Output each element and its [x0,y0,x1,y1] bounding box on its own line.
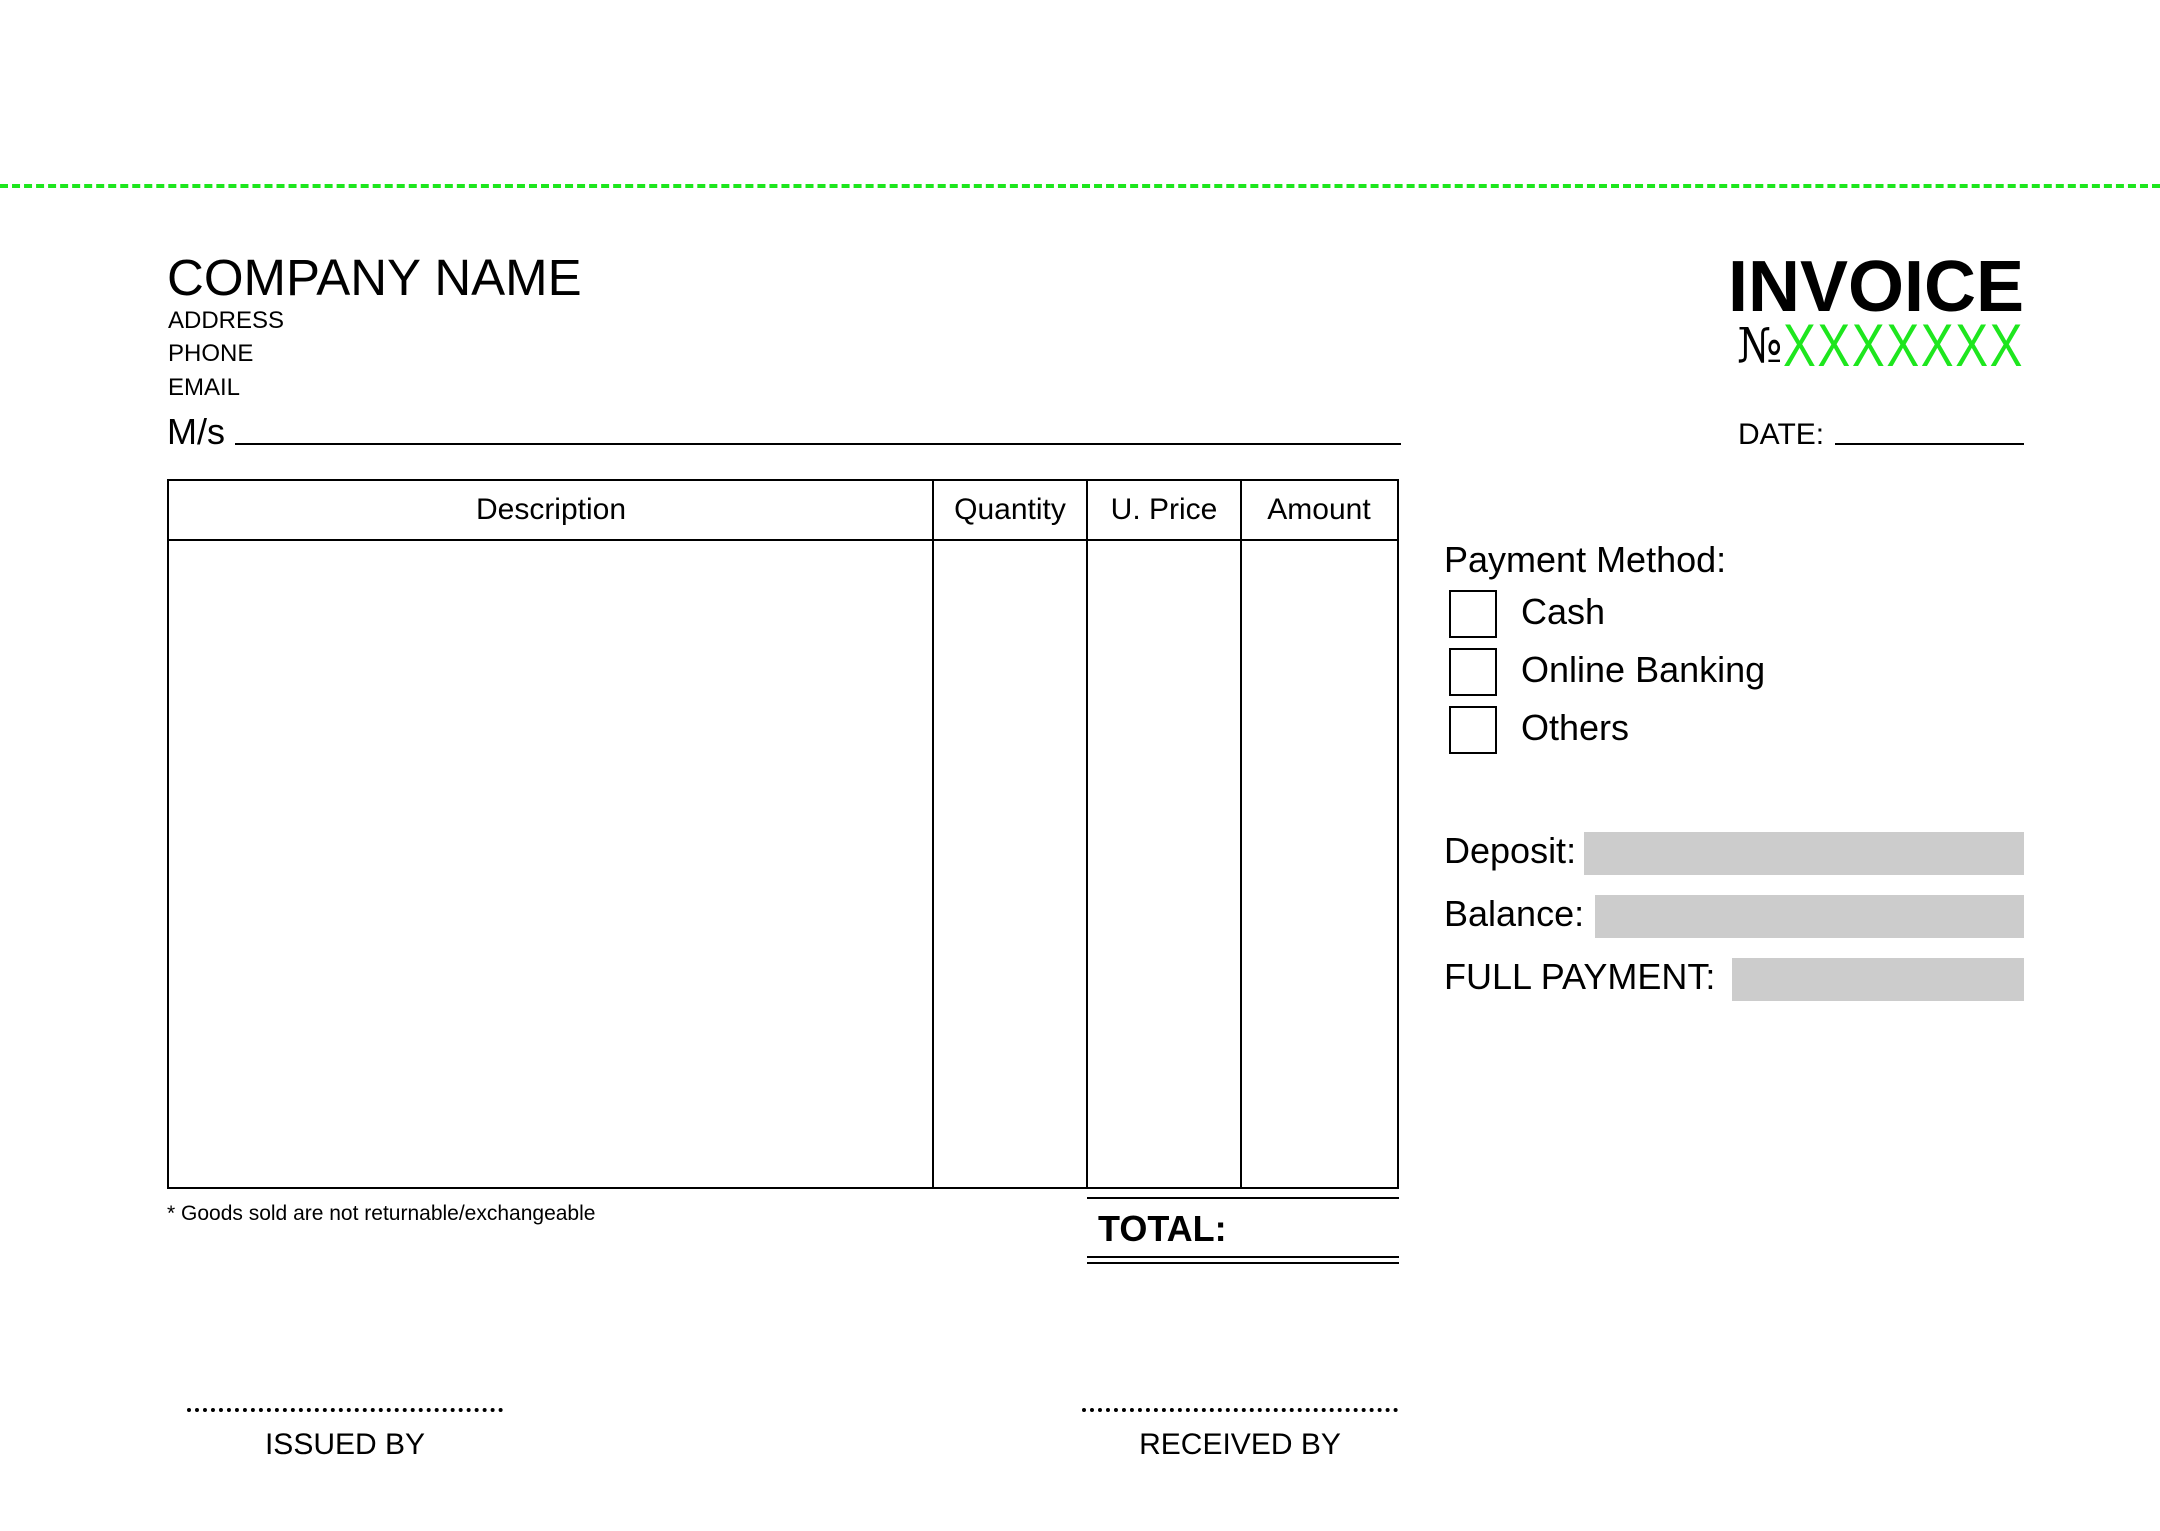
cash-option-label: Cash [1521,591,1606,632]
full-payment-field[interactable] [1732,958,2024,1001]
balance-label: Balance: [1444,893,1585,934]
total-double-rule [1087,1256,1399,1258]
customer-label: M/s [167,411,225,452]
full-payment-label: FULL PAYMENT: [1444,956,1716,997]
column-header-amount: Amount [1241,481,1397,541]
items-table [167,479,1399,1189]
issued-by-signature-line[interactable] [187,1408,503,1412]
column-divider [1240,481,1242,1187]
company-phone: PHONE [168,340,254,367]
column-header-unit-price: U. Price [1087,481,1241,541]
column-header-quantity: Quantity [933,481,1087,541]
invoice-number-symbol: № [1737,318,1783,374]
returns-note: * Goods sold are not returnable/exchangeable [167,1202,596,1225]
cash-checkbox[interactable] [1449,590,1497,638]
column-header-description: Description [169,481,933,541]
received-by-signature-line[interactable] [1082,1408,1398,1412]
column-divider [932,481,934,1187]
total-label: TOTAL: [1098,1208,1227,1249]
column-divider [1086,481,1088,1187]
company-address: ADDRESS [168,307,285,334]
company-email: EMAIL [168,374,241,401]
date-label: DATE: [1738,418,1825,451]
invoice-title: INVOICE [1727,247,2024,327]
total-top-rule [1087,1197,1399,1199]
others-checkbox[interactable] [1449,706,1497,754]
others-option-label: Others [1521,707,1630,748]
balance-field[interactable] [1595,895,2024,938]
online-banking-option-label: Online Banking [1521,649,1766,690]
total-double-rule [1087,1262,1399,1264]
online-banking-checkbox[interactable] [1449,648,1497,696]
deposit-field[interactable] [1584,832,2024,875]
payment-method-label: Payment Method: [1444,539,1727,580]
company-name: COMPANY NAME [167,249,582,306]
deposit-label: Deposit: [1444,830,1577,871]
customer-name-line[interactable] [235,443,1401,445]
perforation-cut-line [0,184,2160,188]
received-by-label: RECEIVED BY [1139,1428,1341,1461]
invoice-number: XXXXXXX [1782,312,2024,379]
issued-by-label: ISSUED BY [264,1428,426,1461]
date-line[interactable] [1835,443,2024,445]
